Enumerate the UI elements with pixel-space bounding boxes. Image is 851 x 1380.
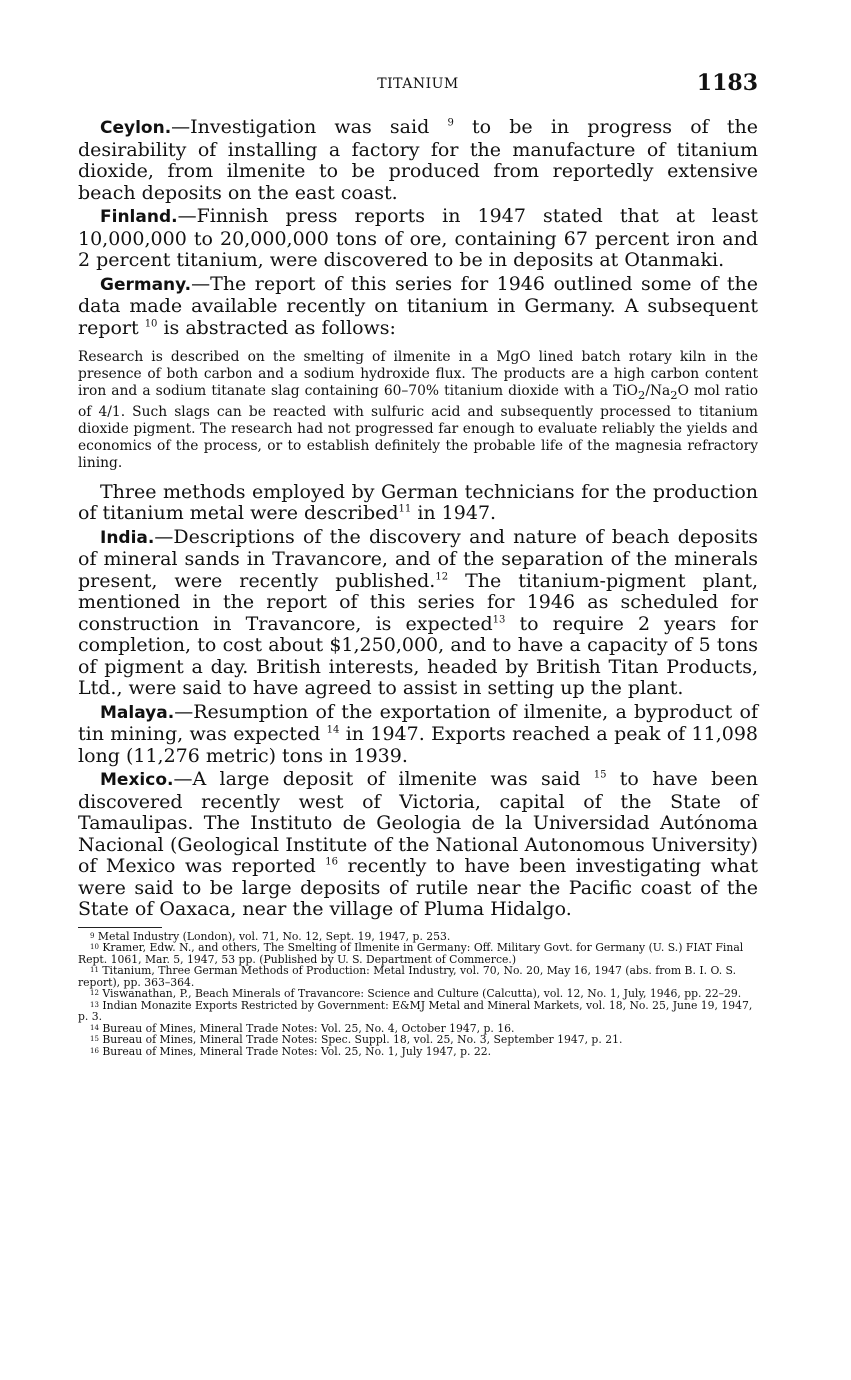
country-heading: Malaya.	[100, 702, 175, 723]
footnote-text: Metal Industry (London), vol. 71, No. 12, Sept. 19, 1947, p. 253.	[94, 929, 451, 943]
paragraph	[78, 206, 758, 272]
text-run: —A large deposit of ilmenite was said	[173, 768, 594, 791]
footnote-rule	[78, 927, 162, 928]
footnote-number: 15	[90, 1035, 99, 1044]
paragraph	[78, 527, 758, 700]
text-run: Three methods employed by German technicians for the production of titanium metal were described	[78, 480, 758, 525]
footnote-text: Bureau of Mines, Mineral Trade Notes: Vol. 25, No. 4, October 1947, p. 16.	[98, 1021, 515, 1035]
footnote-ref: 14	[326, 724, 340, 736]
country-heading: Ceylon.	[100, 118, 172, 138]
footnotes	[78, 931, 758, 1058]
text-run: —Finnish press reports in 1947 stated that at least 10,000,000 to 20,000,000 tons of ore, containing 67 percent iron and 2 percent titanium, were discovered to be in deposits at Otanmaki.	[78, 205, 758, 271]
page-number: 1183	[696, 70, 758, 96]
footnote-text: Bureau of Mines, Mineral Trade Notes: Vol. 25, No. 1, July 1947, p. 22.	[98, 1044, 492, 1058]
footnote-text: Titanium, Three German Methods of Production: Metal Industry, vol. 70, No. 20, May 16, 1947 (abs. from B. I. O. S. report), pp. 363–364.	[78, 964, 737, 989]
country-heading: Germany.	[100, 274, 192, 295]
text-run: in 1947. Exports reached a peak of 11,098 long (11,276 metric) tons in 1939.	[78, 723, 758, 767]
country-heading: Mexico.	[100, 770, 174, 791]
text-run: recently to have been investigating what were said to be large deposits of rutile near the Pacific coast of the State of Oaxaca, near the village of Pluma Hidalgo.	[78, 855, 758, 921]
footnote-text: Viswanathan, P., Beach Minerals of Travancore: Science and Culture (Calcutta), vol. 12, No. 1, July, 1946, pp. 22–29.	[98, 987, 742, 1001]
paragraph	[78, 274, 758, 340]
paragraph	[78, 702, 758, 768]
footnote-ref: 15	[593, 769, 607, 781]
country-heading: Finland.	[100, 207, 178, 227]
footnote-ref: 11	[398, 503, 412, 515]
footnote	[78, 942, 758, 965]
footnote-number: 10	[90, 943, 99, 952]
paragraph-group-1	[78, 117, 758, 339]
footnote-number: 11	[90, 966, 99, 975]
footnote-ref: 13	[492, 614, 506, 626]
paragraph	[78, 117, 758, 204]
text-run: The titanium-pigment plant, mentioned in the report of this series for 1946 as scheduled for construction in Travancore, is expected	[78, 569, 758, 635]
footnote-text: Indian Monazite Exports Restricted by Government: E&MJ Metal and Mineral Markets, vol. 18, No. 25, June 19, 1947, p. 3.	[78, 998, 753, 1024]
text-run: —Descriptions of the discovery and nature of beach deposits of mineral sands in Travancore, and of the separation of the minerals present, were recently published.	[78, 525, 758, 592]
text-run: —The report of this series for 1946 outlined some of the data made available recently on titanium in Germany. A subsequent report	[78, 272, 758, 339]
text-run: in 1947.	[411, 502, 497, 525]
footnote	[78, 965, 758, 988]
footnote-text: Bureau of Mines, Mineral Trade Notes: Spec. Suppl. 18, vol. 25, No. 3, September 1947, p. 21.	[98, 1033, 623, 1047]
footnote	[78, 1000, 758, 1023]
footnote-number: 13	[90, 1000, 99, 1009]
text-run: —Resumption of the exportation of ilmenite, a byproduct of tin mining, was expected	[78, 700, 758, 746]
paragraph	[78, 769, 758, 921]
footnote-ref: 12	[435, 571, 449, 583]
text-run: to have been discovered recently west of Victoria, capital of the State of Tamaulipas. The Instituto de Geologia de la Universidad Autónoma Nacional (Geological Institute of the National Autonomous University) of Mexico was reported	[78, 768, 758, 878]
footnote-ref: 16	[325, 856, 339, 868]
paragraph-group-2	[78, 482, 758, 921]
text-run: —Investigation was said	[171, 116, 448, 138]
footnote-number: 14	[90, 1023, 99, 1032]
paragraph	[78, 482, 758, 525]
text-run: to require 2 years for completion, to cost about $1,250,000, and to have a capacity of 5 tons of pigment a day. British interests, headed by British Titan Products, Ltd., were said to have agreed to assist in setting up the plant.	[78, 612, 758, 700]
page-body	[78, 117, 758, 1057]
footnote-number: 9	[90, 931, 95, 940]
page-header	[78, 70, 758, 100]
running-title: TITANIUM	[377, 76, 459, 92]
footnote-number: 16	[90, 1046, 99, 1055]
text-run: to be in progress of the desirability of installing a factory for the manufacture of titanium dioxide, from ilmenite to be produced from reportedly extensive beach deposits on the east coast.	[78, 116, 758, 204]
text-run: is abstracted as follows:	[157, 316, 396, 339]
footnote-text: Kramer, Edw. N., and others, The Smelting of Ilmenite in Germany: Off. Military Govt. for Germany (U. S.) FIAT Final Rept. 1061, Mar. 5, 1947, 53 pp. (Published by U. S. Department of Commerce.)	[78, 941, 744, 966]
footnote-ref: 9	[447, 117, 454, 129]
footnote	[78, 1046, 758, 1058]
quoted-abstract: Research is described on the smelting of ilmenite in a MgO lined batch rotary kiln in the presence of both carbon and a sodium hydroxide flux. The products are a high carbon content iron and a sodium titanate slag containing 60–70% titanium dioxide with a $TiO_2/Na_2O$ mol ratio of 4/1. Such slags can be reacted with sulfuric acid and subsequently processed to titanium dioxide pigment. The research had not progressed far enough to evaluate reliably the yields and economics of the process, or to establish definitely the probable life of the magnesia refractory lining.	[78, 349, 758, 471]
footnote-ref: 10	[144, 318, 158, 330]
footnote-number: 12	[90, 989, 99, 998]
country-heading: India.	[100, 527, 155, 548]
